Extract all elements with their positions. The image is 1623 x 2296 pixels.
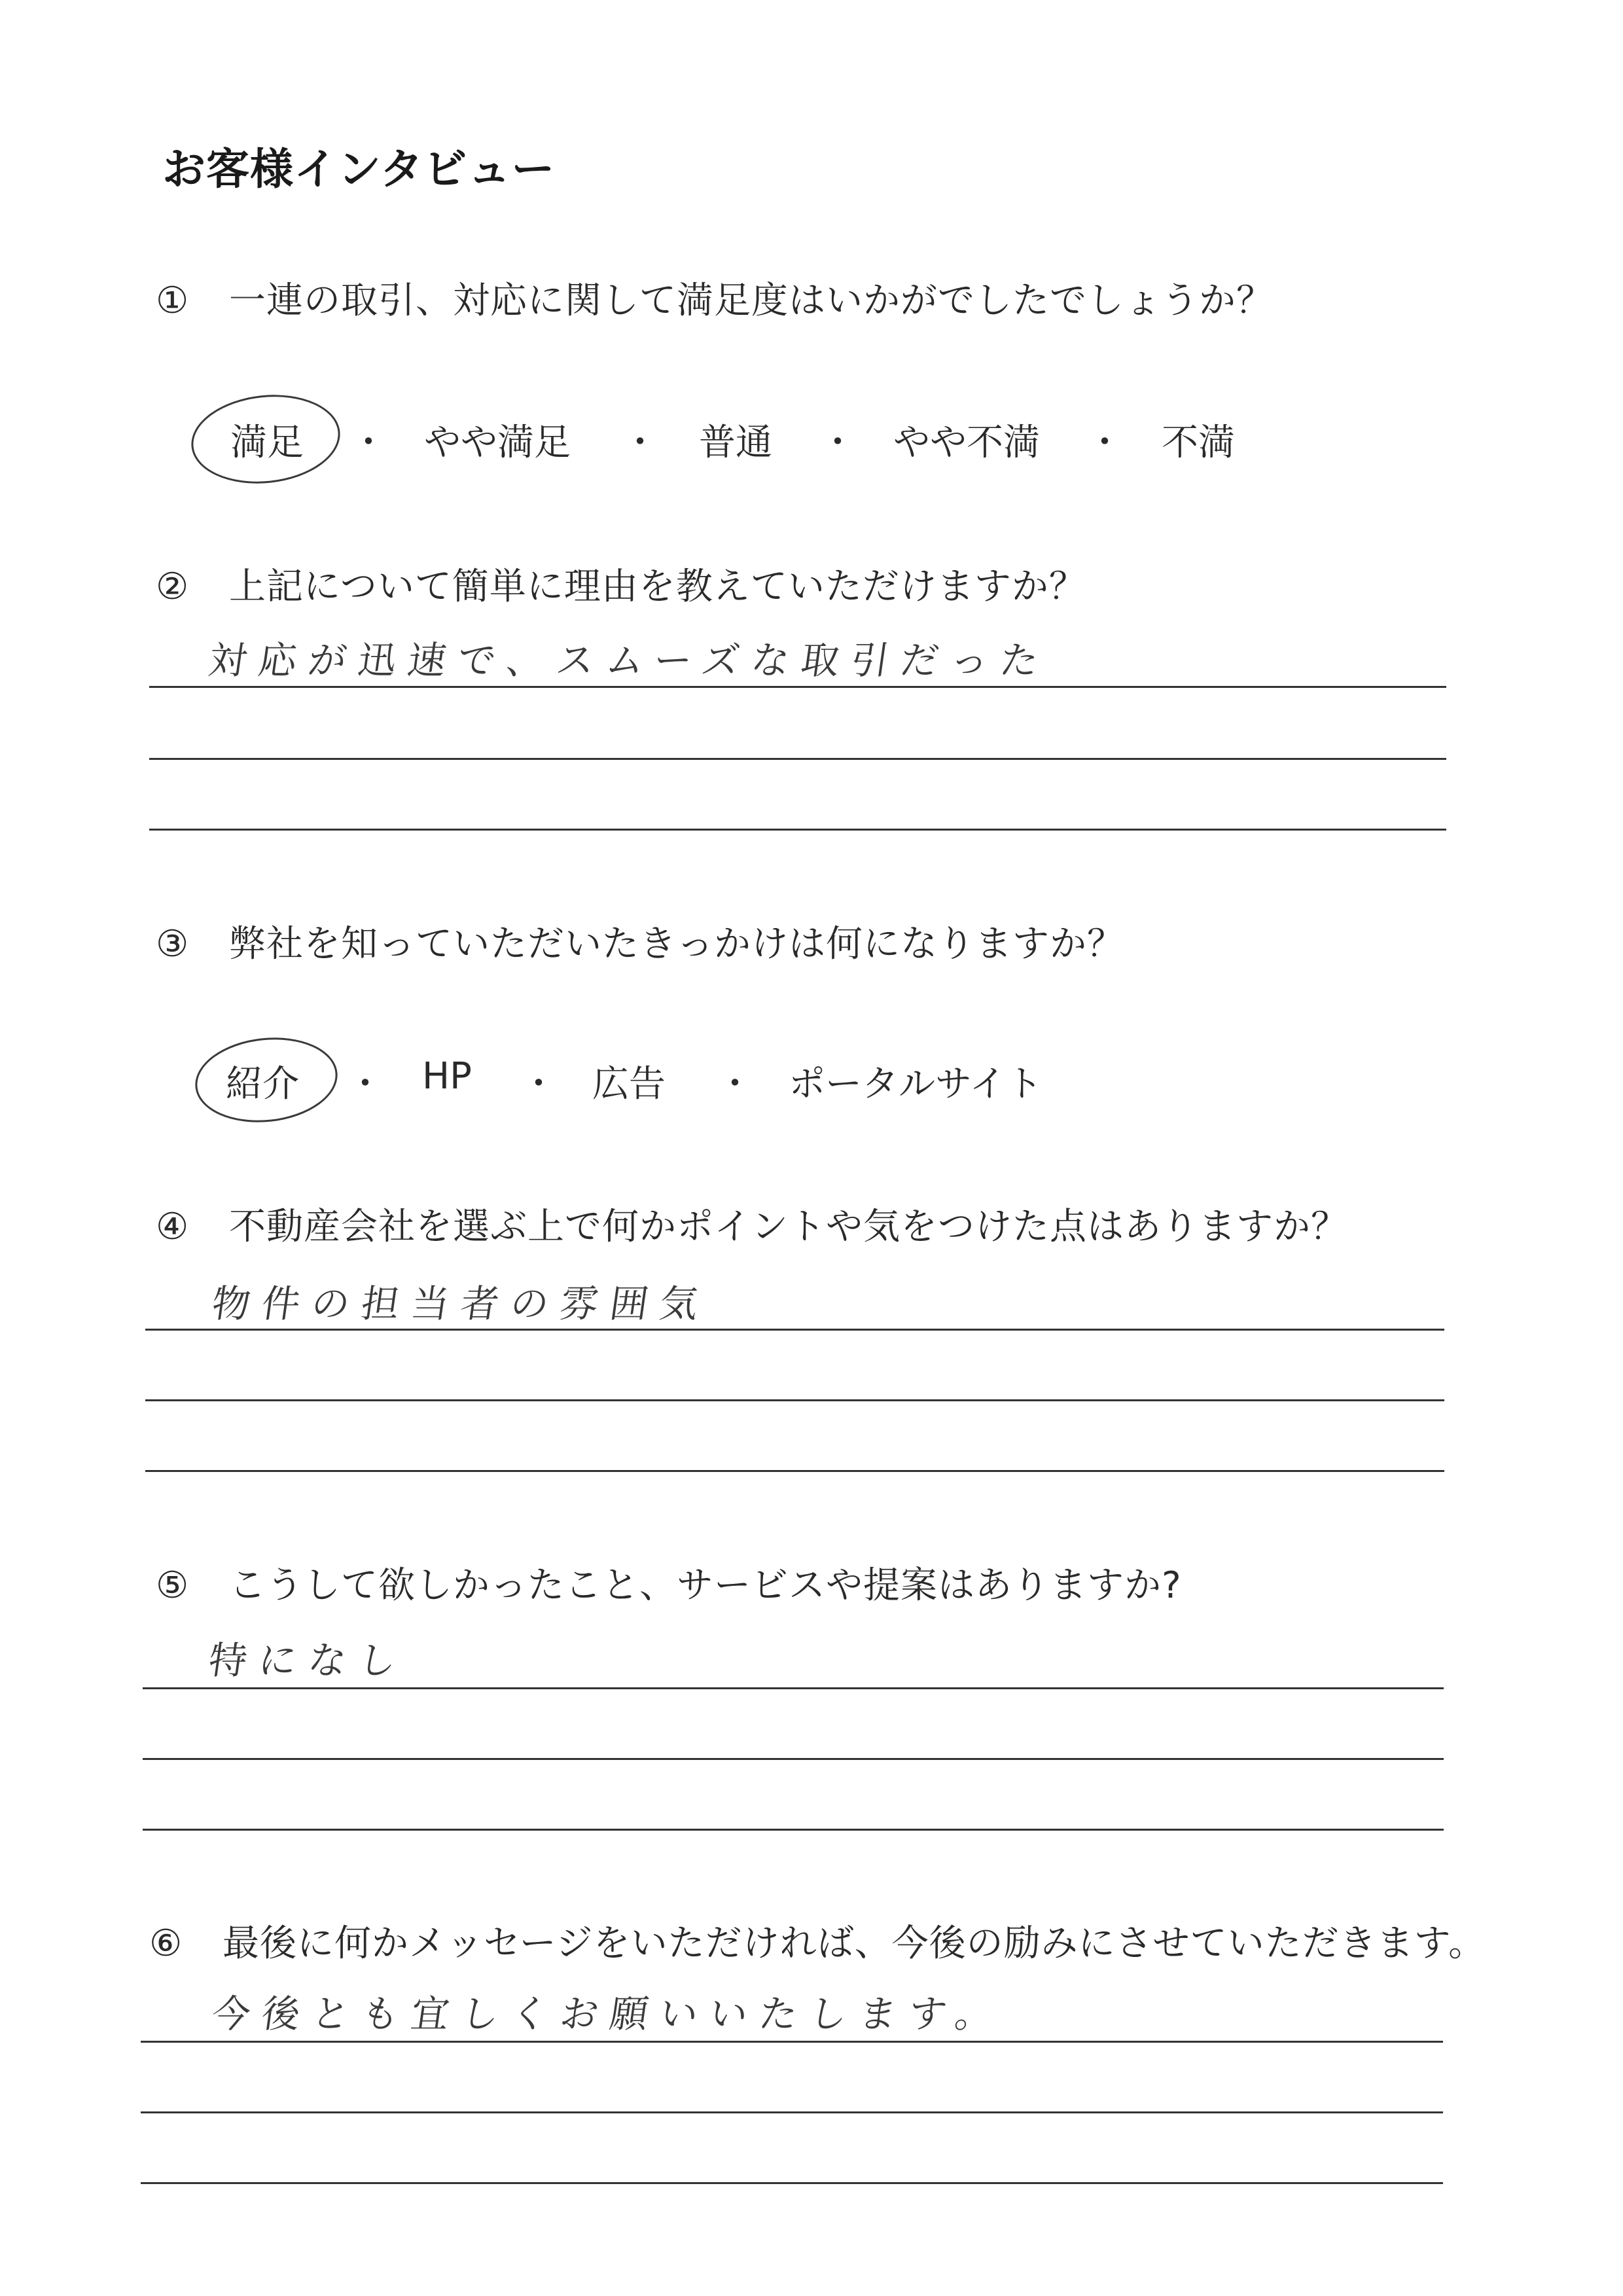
question-3 — [156, 915, 1124, 967]
separator: ・ — [350, 422, 387, 464]
answer-line — [145, 1399, 1444, 1401]
answer-line — [141, 2182, 1443, 2184]
answer-line — [141, 2041, 1443, 2043]
question-number: ④ — [156, 1206, 190, 1248]
separator: ・ — [819, 422, 856, 464]
answer-line — [143, 1687, 1444, 1689]
answer-line — [149, 686, 1446, 688]
option-referral[interactable]: 紹介 — [226, 1063, 299, 1105]
answer-line — [143, 1829, 1444, 1831]
option-somewhat-satisfied[interactable]: やや満足 — [424, 422, 571, 464]
question-number: ③ — [156, 923, 190, 965]
option-advertisement[interactable]: 広告 — [592, 1063, 666, 1105]
question-6 — [149, 1914, 1486, 1967]
option-portal-site[interactable]: ポータルサイト — [789, 1063, 1043, 1105]
question-text: 弊社を知っていただいたきっかけは何になりますか？ — [229, 923, 1124, 965]
question-text: 不動産会社を選ぶ上で何かポイントや気をつけた点はありますか？ — [229, 1206, 1348, 1248]
source-options — [0, 1055, 1623, 1107]
question-4 — [156, 1198, 1348, 1250]
option-dissatisfied[interactable]: 不満 — [1162, 422, 1235, 464]
answer-line — [141, 2111, 1443, 2113]
question-5 — [156, 1556, 1182, 1609]
handwritten-answer: 物件の担当者の雰囲気 — [209, 1282, 713, 1326]
separator: ・ — [717, 1063, 753, 1105]
answer-line — [145, 1470, 1444, 1472]
satisfaction-options — [0, 414, 1623, 466]
question-number: ② — [156, 565, 190, 608]
answer-line — [149, 758, 1446, 760]
question-text: 最後に何かメッセージをいただければ、今後の励みにさせていただきます。 — [223, 1922, 1486, 1965]
question-2 — [156, 558, 1086, 610]
option-homepage[interactable]: HP — [422, 1055, 472, 1098]
handwritten-answer: 対応が迅速で、スムーズな取引だった — [205, 638, 1054, 683]
question-number: ① — [156, 279, 190, 322]
question-text: こうして欲しかったこと、サービスや提案はありますか? — [229, 1564, 1182, 1607]
question-text: 上記について簡単に理由を教えていただけますか？ — [229, 565, 1086, 608]
answer-line — [149, 829, 1446, 831]
handwritten-answer: 今後とも宜しくお願いいたします。 — [209, 1992, 1008, 2036]
question-number: ⑥ — [149, 1922, 183, 1965]
option-satisfied[interactable]: 満足 — [230, 422, 304, 464]
option-somewhat-dissatisfied[interactable]: やや不満 — [893, 422, 1040, 464]
answer-line — [143, 1758, 1444, 1760]
answer-line — [145, 1329, 1444, 1331]
question-1 — [156, 272, 1274, 324]
question-number: ⑤ — [156, 1564, 190, 1607]
separator: ・ — [520, 1063, 557, 1105]
separator: ・ — [1086, 422, 1123, 464]
page-title: お客様インタビュー — [162, 144, 556, 194]
separator: ・ — [622, 422, 658, 464]
handwritten-answer: 特になし — [205, 1638, 412, 1683]
separator: ・ — [347, 1063, 383, 1105]
option-neutral[interactable]: 普通 — [699, 422, 772, 464]
question-text: 一連の取引、対応に関して満足度はいかがでしたでしょうか？ — [229, 279, 1274, 322]
